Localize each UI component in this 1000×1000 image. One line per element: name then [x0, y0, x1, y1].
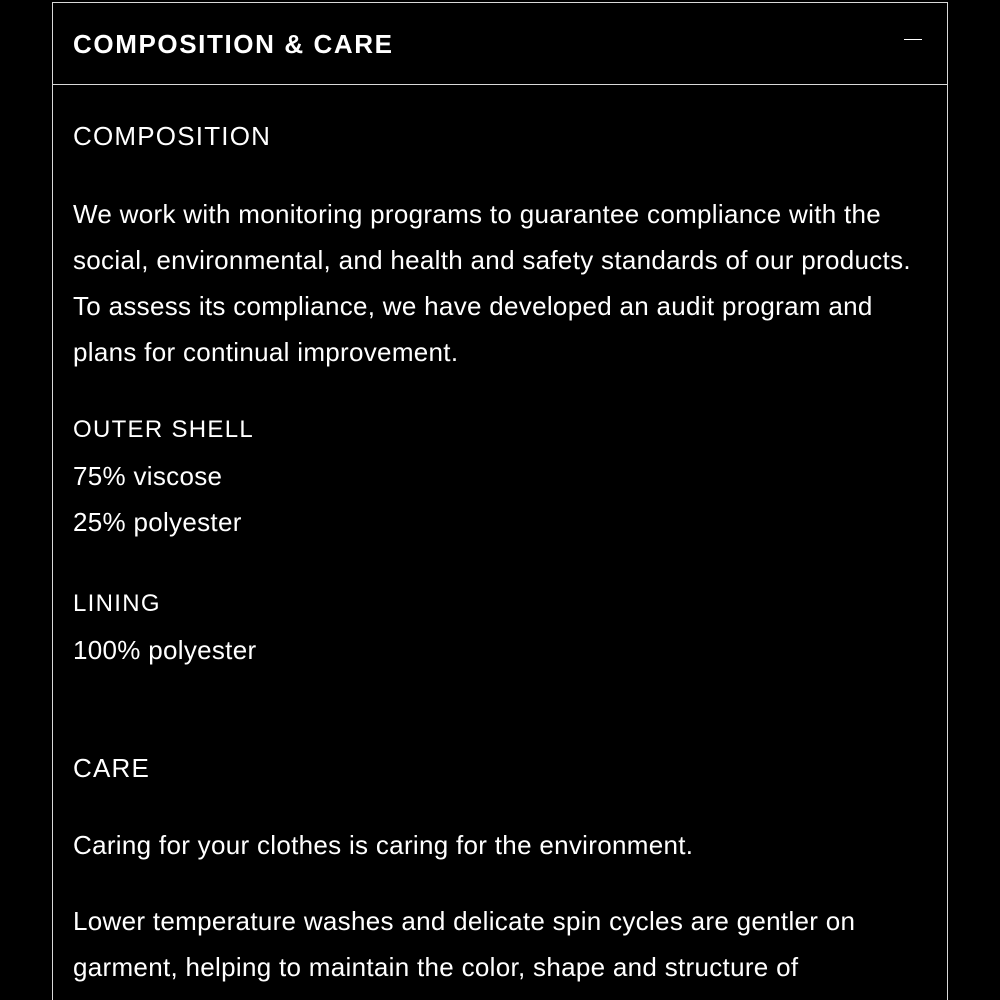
outer-shell-label: OUTER SHELL: [73, 416, 255, 443]
lining-label: LINING: [73, 590, 161, 617]
outer-shell-material: 75% viscose: [73, 461, 223, 491]
composition-intro: We work with monitoring programs to guarantee compliance with the social, environmental, and health and safety standards of our products. To assess its compliance, we have developed an audit program and plans for continual improvement.: [73, 199, 911, 367]
care-detail: Lower temperature washes and delicate spin cycles are gentler on garment, helping to maintain the color, shape and structure of: [73, 906, 856, 982]
accordion-body: [53, 121, 947, 990]
minus-icon[interactable]: [899, 26, 927, 54]
composition-heading: COMPOSITION: [73, 121, 272, 151]
care-intro: Caring for your clothes is caring for the environment.: [73, 830, 694, 860]
accordion-title: COMPOSITION & CARE: [73, 29, 394, 59]
composition-care-panel: [52, 2, 948, 1000]
accordion-header[interactable]: [53, 3, 947, 85]
lining-material: 100% polyester: [73, 635, 257, 665]
care-heading: CARE: [73, 753, 151, 783]
outer-shell-material: 25% polyester: [73, 507, 242, 537]
